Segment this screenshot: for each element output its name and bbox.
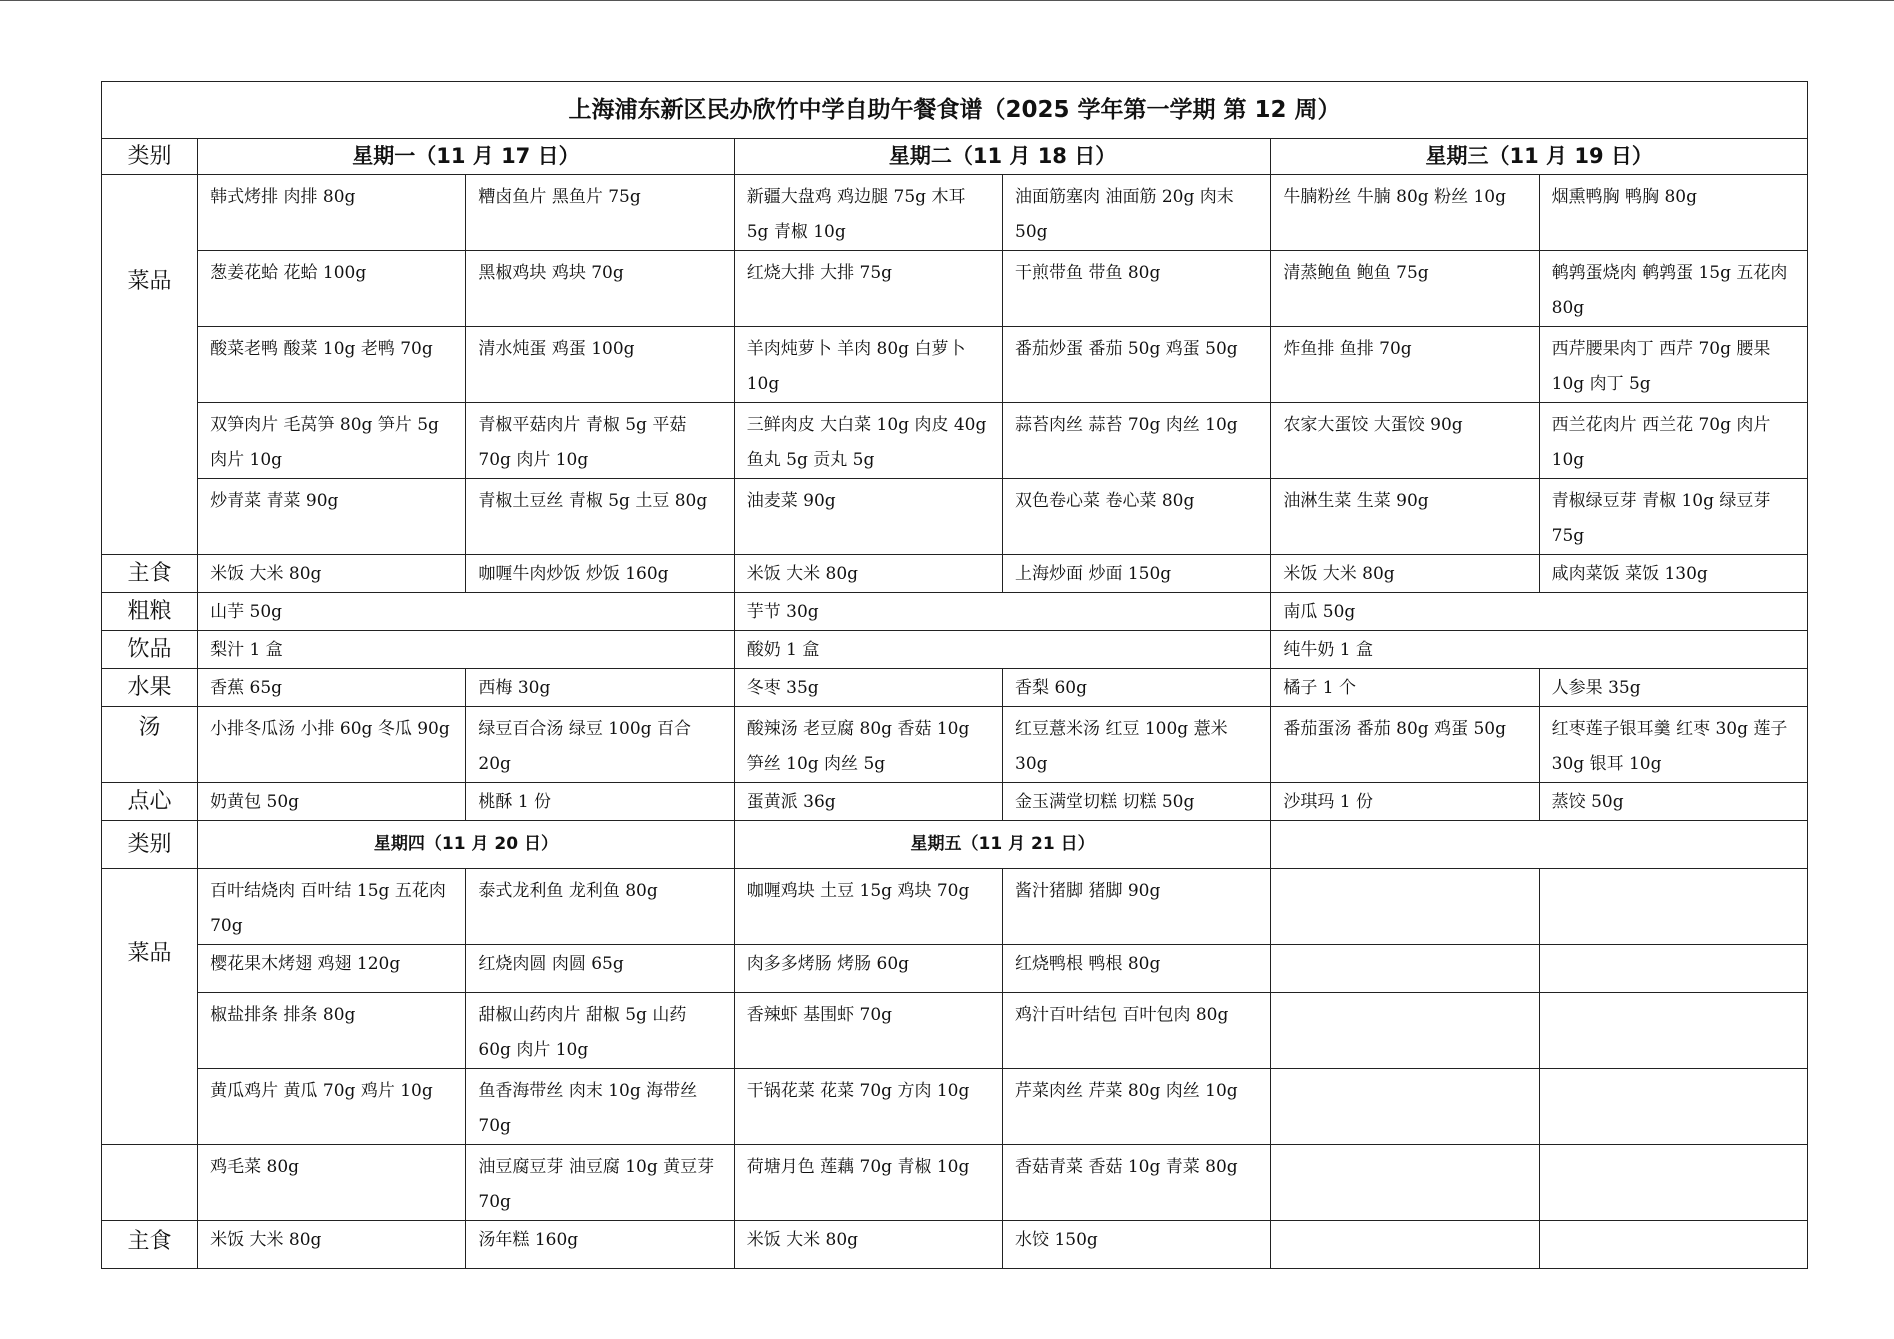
dish-cell: 鹌鹑蛋烧肉 鹌鹑蛋 15g 五花肉 80g (1539, 251, 1807, 327)
soup-cell: 红枣莲子银耳羹 红枣 30g 莲子 30g 银耳 10g (1539, 707, 1807, 783)
dish-cell: 番茄炒蛋 番茄 50g 鸡蛋 50g (1003, 327, 1271, 403)
drink-cell: 梨汁 1 盒 (198, 631, 735, 669)
dish-cell: 红烧肉圆 肉圆 65g (466, 945, 734, 993)
dish-cell: 鸡汁百叶结包 百叶包肉 80g (1003, 993, 1271, 1069)
staple-cell: 咖喱牛肉炒饭 炒饭 160g (466, 555, 734, 593)
fruit-cell: 冬枣 35g (734, 669, 1002, 707)
soup-cell: 酸辣汤 老豆腐 80g 香菇 10g 笋丝 10g 肉丝 5g (734, 707, 1002, 783)
drink-cell: 纯牛奶 1 盒 (1271, 631, 1808, 669)
dish-cell: 三鲜肉皮 大白菜 10g 肉皮 40g 鱼丸 5g 贡丸 5g (734, 403, 1002, 479)
empty-header-cell (1271, 821, 1808, 869)
dish-cell: 油麦菜 90g (734, 479, 1002, 555)
dish-cell: 酱汁猪脚 猪脚 90g (1003, 869, 1271, 945)
day-header-tuesday: 星期二（11 月 18 日） (734, 139, 1271, 175)
dish-cell: 咖喱鸡块 土豆 15g 鸡块 70g (734, 869, 1002, 945)
empty-cell (1271, 1145, 1539, 1221)
empty-cell (1271, 993, 1539, 1069)
soup-cell: 红豆薏米汤 红豆 100g 薏米 30g (1003, 707, 1271, 783)
dish-cell: 香辣虾 基围虾 70g (734, 993, 1002, 1069)
snack-cell: 金玉满堂切糕 切糕 50g (1003, 783, 1271, 821)
dish-cell: 清水炖蛋 鸡蛋 100g (466, 327, 734, 403)
staple-label: 主食 (102, 1221, 198, 1269)
dish-cell: 西兰花肉片 西兰花 70g 肉片 10g (1539, 403, 1807, 479)
dish-cell: 青椒平菇肉片 青椒 5g 平菇 70g 肉片 10g (466, 403, 734, 479)
dish-cell: 樱花果木烤翅 鸡翅 120g (198, 945, 466, 993)
dish-cell: 红烧鸭根 鸭根 80g (1003, 945, 1271, 993)
staple-cell: 米饭 大米 80g (1271, 555, 1539, 593)
dish-cell: 烟熏鸭胸 鸭胸 80g (1539, 175, 1807, 251)
staple-cell: 水饺 150g (1003, 1221, 1271, 1269)
dish-cell: 酸菜老鸭 酸菜 10g 老鸭 70g (198, 327, 466, 403)
snack-cell: 桃酥 1 份 (466, 783, 734, 821)
fruit-cell: 香梨 60g (1003, 669, 1271, 707)
staple-cell: 汤年糕 160g (466, 1221, 734, 1269)
dish-cell: 干锅花菜 花菜 70g 方肉 10g (734, 1069, 1002, 1145)
grain-cell: 芋节 30g (734, 593, 1271, 631)
fruit-cell: 人参果 35g (1539, 669, 1807, 707)
dish-cell: 椒盐排条 排条 80g (198, 993, 466, 1069)
menu-table (101, 81, 1808, 1269)
dish-cell: 炸鱼排 鱼排 70g (1271, 327, 1539, 403)
empty-cell (1539, 1069, 1807, 1145)
day-header-thursday: 星期四（11 月 20 日） (198, 821, 735, 869)
empty-cell (1271, 945, 1539, 993)
dish-cell: 干煎带鱼 带鱼 80g (1003, 251, 1271, 327)
empty-category-cell (102, 1145, 198, 1221)
empty-cell (1539, 869, 1807, 945)
dishes-label: 菜品 (102, 869, 198, 1145)
dish-cell: 新疆大盘鸡 鸡边腿 75g 木耳 5g 青椒 10g (734, 175, 1002, 251)
dishes-label: 菜品 (102, 175, 198, 555)
dish-cell: 农家大蛋饺 大蛋饺 90g (1271, 403, 1539, 479)
empty-cell (1539, 993, 1807, 1069)
dish-cell: 红烧大排 大排 75g (734, 251, 1002, 327)
empty-cell (1271, 1069, 1539, 1145)
staple-cell: 米饭 大米 80g (198, 555, 466, 593)
category-header: 类别 (102, 139, 198, 175)
snack-cell: 沙琪玛 1 份 (1271, 783, 1539, 821)
empty-cell (1271, 1221, 1539, 1269)
fruit-cell: 香蕉 65g (198, 669, 466, 707)
dish-cell: 牛腩粉丝 牛腩 80g 粉丝 10g (1271, 175, 1539, 251)
soup-cell: 绿豆百合汤 绿豆 100g 百合 20g (466, 707, 734, 783)
dish-cell: 葱姜花蛤 花蛤 100g (198, 251, 466, 327)
grain-cell: 南瓜 50g (1271, 593, 1808, 631)
snack-cell: 蛋黄派 36g (734, 783, 1002, 821)
snack-cell: 奶黄包 50g (198, 783, 466, 821)
day-header-friday: 星期五（11 月 21 日） (734, 821, 1271, 869)
dish-cell: 羊肉炖萝卜 羊肉 80g 白萝卜 10g (734, 327, 1002, 403)
dish-cell: 双笋肉片 毛莴笋 80g 笋片 5g 肉片 10g (198, 403, 466, 479)
staple-cell: 米饭 大米 80g (734, 1221, 1002, 1269)
staple-label: 主食 (102, 555, 198, 593)
dish-cell: 香菇青菜 香菇 10g 青菜 80g (1003, 1145, 1271, 1221)
dish-cell: 甜椒山药肉片 甜椒 5g 山药 60g 肉片 10g (466, 993, 734, 1069)
snack-cell: 蒸饺 50g (1539, 783, 1807, 821)
page-top-border (0, 0, 1894, 1)
dish-cell: 百叶结烧肉 百叶结 15g 五花肉 70g (198, 869, 466, 945)
dish-cell: 肉多多烤肠 烤肠 60g (734, 945, 1002, 993)
dish-cell: 糟卤鱼片 黑鱼片 75g (466, 175, 734, 251)
empty-cell (1539, 1145, 1807, 1221)
drink-cell: 酸奶 1 盒 (734, 631, 1271, 669)
soup-cell: 小排冬瓜汤 小排 60g 冬瓜 90g (198, 707, 466, 783)
dish-cell: 清蒸鲍鱼 鲍鱼 75g (1271, 251, 1539, 327)
day-header-wednesday: 星期三（11 月 19 日） (1271, 139, 1808, 175)
dish-cell: 油面筋塞肉 油面筋 20g 肉末 50g (1003, 175, 1271, 251)
day-header-monday: 星期一（11 月 17 日） (198, 139, 735, 175)
empty-cell (1539, 945, 1807, 993)
dish-cell: 青椒土豆丝 青椒 5g 土豆 80g (466, 479, 734, 555)
category-header: 类别 (102, 821, 198, 869)
dish-cell: 蒜苔肉丝 蒜苔 70g 肉丝 10g (1003, 403, 1271, 479)
fruit-cell: 橘子 1 个 (1271, 669, 1539, 707)
menu-title: 上海浦东新区民办欣竹中学自助午餐食谱（2025 学年第一学期 第 12 周） (102, 82, 1808, 139)
dish-cell: 芹菜肉丝 芹菜 80g 肉丝 10g (1003, 1069, 1271, 1145)
soup-label: 汤 (102, 707, 198, 783)
snack-label: 点心 (102, 783, 198, 821)
dish-cell: 荷塘月色 莲藕 70g 青椒 10g (734, 1145, 1002, 1221)
dish-cell: 黑椒鸡块 鸡块 70g (466, 251, 734, 327)
dish-cell: 西芹腰果肉丁 西芹 70g 腰果 10g 肉丁 5g (1539, 327, 1807, 403)
empty-cell (1539, 1221, 1807, 1269)
dish-cell: 油豆腐豆芽 油豆腐 10g 黄豆芽 70g (466, 1145, 734, 1221)
soup-cell: 番茄蛋汤 番茄 80g 鸡蛋 50g (1271, 707, 1539, 783)
grain-cell: 山芋 50g (198, 593, 735, 631)
dish-cell: 韩式烤排 肉排 80g (198, 175, 466, 251)
dish-cell: 油淋生菜 生菜 90g (1271, 479, 1539, 555)
fruit-cell: 西梅 30g (466, 669, 734, 707)
dish-cell: 鸡毛菜 80g (198, 1145, 466, 1221)
dish-cell: 青椒绿豆芽 青椒 10g 绿豆芽 75g (1539, 479, 1807, 555)
dish-cell: 炒青菜 青菜 90g (198, 479, 466, 555)
staple-cell: 米饭 大米 80g (734, 555, 1002, 593)
dish-cell: 黄瓜鸡片 黄瓜 70g 鸡片 10g (198, 1069, 466, 1145)
staple-cell: 米饭 大米 80g (198, 1221, 466, 1269)
staple-cell: 上海炒面 炒面 150g (1003, 555, 1271, 593)
empty-cell (1271, 869, 1539, 945)
dish-cell: 双色卷心菜 卷心菜 80g (1003, 479, 1271, 555)
staple-cell: 咸肉菜饭 菜饭 130g (1539, 555, 1807, 593)
fruit-label: 水果 (102, 669, 198, 707)
dish-cell: 鱼香海带丝 肉末 10g 海带丝 70g (466, 1069, 734, 1145)
dish-cell: 泰式龙利鱼 龙利鱼 80g (466, 869, 734, 945)
drink-label: 饮品 (102, 631, 198, 669)
grain-label: 粗粮 (102, 593, 198, 631)
